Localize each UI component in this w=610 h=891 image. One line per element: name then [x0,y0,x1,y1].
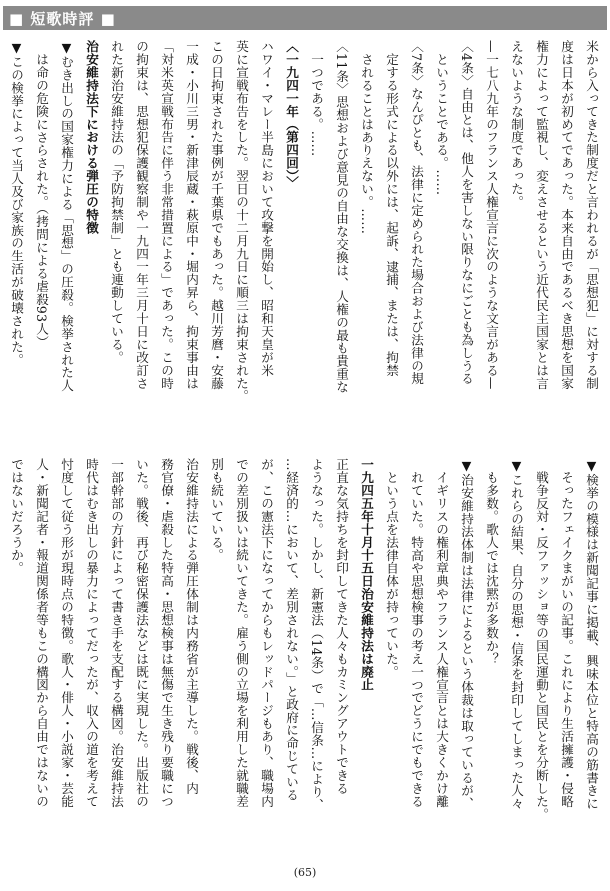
text-line: 正直な気持ちを封印してきた人々もカミングアウトできる [334,458,349,795]
text-line: —一七八九年のフランス人権宣言に次のような文言がある— [484,40,499,390]
text-line: 「対米英宣戦布告に伴う非常措置による」であった。この時 [159,40,174,390]
section-header-bar [3,6,607,30]
text-line: は命の危険にさらされた。（拷問による虐殺93人） [34,52,49,348]
text-line: この日拘束された事例が千葉県でもあった。越川芳麿・安藤 [209,40,224,390]
text-line: されることはありえない。…… [359,52,374,234]
text-line: 権力によって監視し、変えさせるという近代民主国家とは言 [534,40,549,390]
text-line: ▼治安維持法体制は法律によるという体裁は取っているが、 [459,458,474,811]
text-line: ということである。…… [434,52,449,196]
text-line: いた。戦後、再び秘密保護法などは既に実現した。出版社の [134,458,149,808]
text-line: も多数。歌人では沈黙が多数か？ [484,470,499,665]
text-line: えないような制度であった。 [509,40,524,209]
article-lower-block [6,458,604,856]
text-line: れていた。特高や思想検事の考え一つでどうにでもできる [409,470,424,808]
text-line: 人・新聞記者・報道関係者等もこの構図から自由ではないの [34,458,49,808]
text-line: ハワイ・マレー半島において攻撃を開始し、昭和天皇が米 [259,40,274,377]
text-line: 米から入ってきた制度だと言われるが「思想犯」に対する制 [584,40,599,390]
text-line: ようなった。しかし、新憲法（14条）で「…信条…により、 [309,458,324,812]
text-line: ▼むき出しの国家権力による「思想」の圧殺。検挙された人 [59,40,74,393]
page-number: (65) [293,866,317,879]
text-line: 一つである。…… [309,52,324,157]
text-line: …経済的…において、差別されない。」と政府に命じている [284,458,299,802]
text-line: 戦争反対・反ファッショ等の国民運動と国民とを分断した。 [534,470,549,821]
text-line: の拘束は、思想犯保護観察制や一九四一年三月十日に改訂さ [134,40,149,390]
text-line: れた新治安維持法の「予防拘禁制」とも連動している。 [109,40,124,364]
text-line: 〈一九四一年（第四回）〉 [284,40,299,190]
text-line: 〈11条〉思想および意見の自由な交換は、人権の最も貴重な [334,40,349,394]
text-line: ▼検挙の模様は新聞記事に掲載、興味本位と特高の筋書きに [584,458,599,811]
text-line: 〈7条〉なんぴとも、法律に定められた場合および法律の規 [409,40,424,386]
text-line: イギリスの権利章典やフランス人権宣言とは大きくかけ離 [434,470,449,808]
text-line: 時代はむき出しの暴力によってだったが、収入の道を考えて [84,458,99,808]
section-title: ■ 短歌時評 ■ [9,9,116,28]
text-line: 定する形式による以外には、起訴、逮捕、または、拘禁 [384,52,399,377]
text-line: という点を法律自体が持っていた。 [384,470,399,678]
text-line: での差別扱いは続いてきた。雇う側の立場を利用した就職差 [234,458,249,808]
text-line: 治安維持法による弾圧体制は内務省が主導した。戦後、内 [184,458,199,795]
text-line: が、この憲法下になってからもレッドパージもあり、職場内 [259,458,274,808]
text-line: 度は日本が初めてであった。本来自由であるべき思想を国家 [559,40,574,390]
text-line: 一部幹部の方針によって書き手を支配する構図。治安維持法 [109,458,124,808]
text-line: ▼これらの結果、自分の思想・信条を封印してしまった人々 [509,458,524,811]
text-line: 〈4条〉自由とは、他人を害しない限りなにごとも為しうる [459,40,474,386]
text-line: 治安維持法下における弾圧の特徴 [84,40,99,235]
text-line: 別も続いている。 [209,458,224,562]
text-line: 一九四五年十月十五日治安維持法は廃止 [359,458,374,692]
article-upper-block [6,40,604,442]
text-line: 一成・小川三男・新津辰蔵・萩原中・堀内昇ら、拘束事由は [184,40,199,390]
text-line: ▼この検挙によって当人及び家族の生活が破壊された。 [9,40,24,367]
text-line: 忖度して従う形が現時点の特徴。歌人・俳人・小説家・芸能 [59,458,74,808]
text-line: 務官僚・虐殺した特高・思想検事は無傷で生き残り要職につ [159,458,174,808]
text-line: ではないだろうか。 [9,458,24,575]
text-line: 英に宣戦布告をした。翌日の十二月九日に順三は拘束された。 [234,40,249,403]
text-line: そったフェイクまがいの記事。これにより生活擁護・侵略 [559,470,574,808]
